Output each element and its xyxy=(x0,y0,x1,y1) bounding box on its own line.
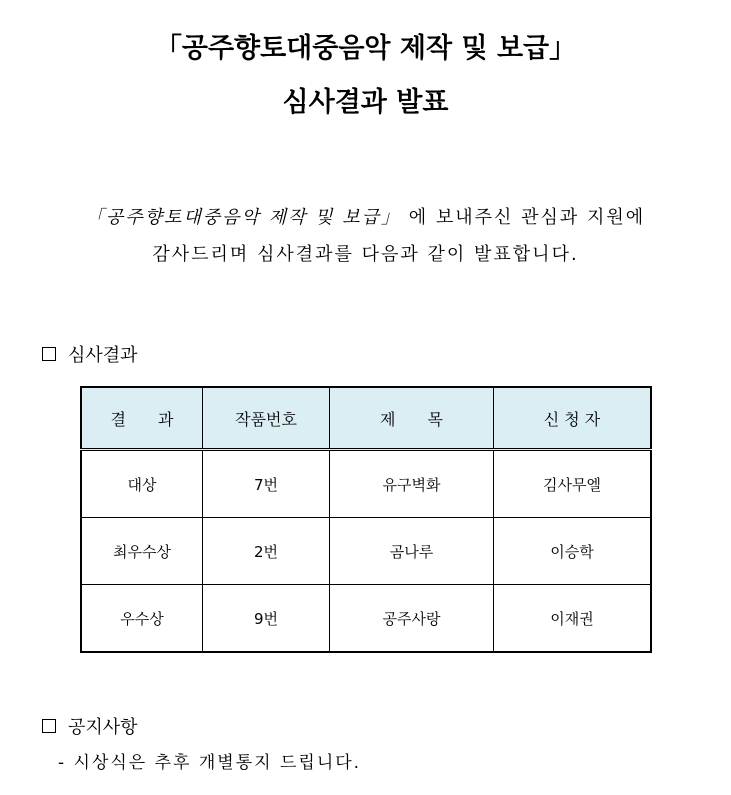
document-title-line2: 심사결과 발표 xyxy=(282,87,449,118)
intro-project-name: 「공주향토대중음악 제작 및 보급」 xyxy=(85,207,402,228)
cell-applicant: 이재권 xyxy=(494,585,652,653)
header-result: 결 과 xyxy=(81,387,203,450)
notice-text: - 시상식은 추후 개별통지 드립니다. xyxy=(58,753,362,773)
cell-title: 공주사랑 xyxy=(330,585,494,653)
intro-line1 xyxy=(0,203,731,229)
section-notice-label: 공지사항 xyxy=(68,717,138,738)
intro-line1-text: 에 보내주신 관심과 지원에 xyxy=(401,207,646,228)
intro-line2: 감사드리며 심사결과를 다음과 같이 발표합니다. xyxy=(152,244,579,265)
cell-applicant: 김사무엘 xyxy=(494,450,652,518)
header-work-number: 작품번호 xyxy=(203,387,330,450)
cell-applicant: 이승학 xyxy=(494,518,652,585)
cell-result: 대상 xyxy=(81,450,203,518)
section-results-label: 심사결과 xyxy=(68,345,138,366)
header-applicant: 신 청 자 xyxy=(494,387,652,450)
table-header-row xyxy=(81,387,651,450)
table-row xyxy=(81,450,651,518)
cell-work-number: 2번 xyxy=(203,518,330,585)
cell-title: 유구벽화 xyxy=(330,450,494,518)
document-title-line1: 「공주향토대중음악 제작 및 보급」 xyxy=(154,33,577,64)
table-row xyxy=(81,518,651,585)
header-title: 제 목 xyxy=(330,387,494,450)
checkbox-icon xyxy=(42,719,56,733)
cell-work-number: 9번 xyxy=(203,585,330,653)
section-notice-heading xyxy=(42,713,138,739)
cell-result: 최우수상 xyxy=(81,518,203,585)
checkbox-icon xyxy=(42,347,56,361)
section-results-heading xyxy=(42,341,138,367)
cell-title: 곰나루 xyxy=(330,518,494,585)
table-row xyxy=(81,585,651,653)
results-table xyxy=(80,386,652,653)
cell-result: 우수상 xyxy=(81,585,203,653)
cell-work-number: 7번 xyxy=(203,450,330,518)
